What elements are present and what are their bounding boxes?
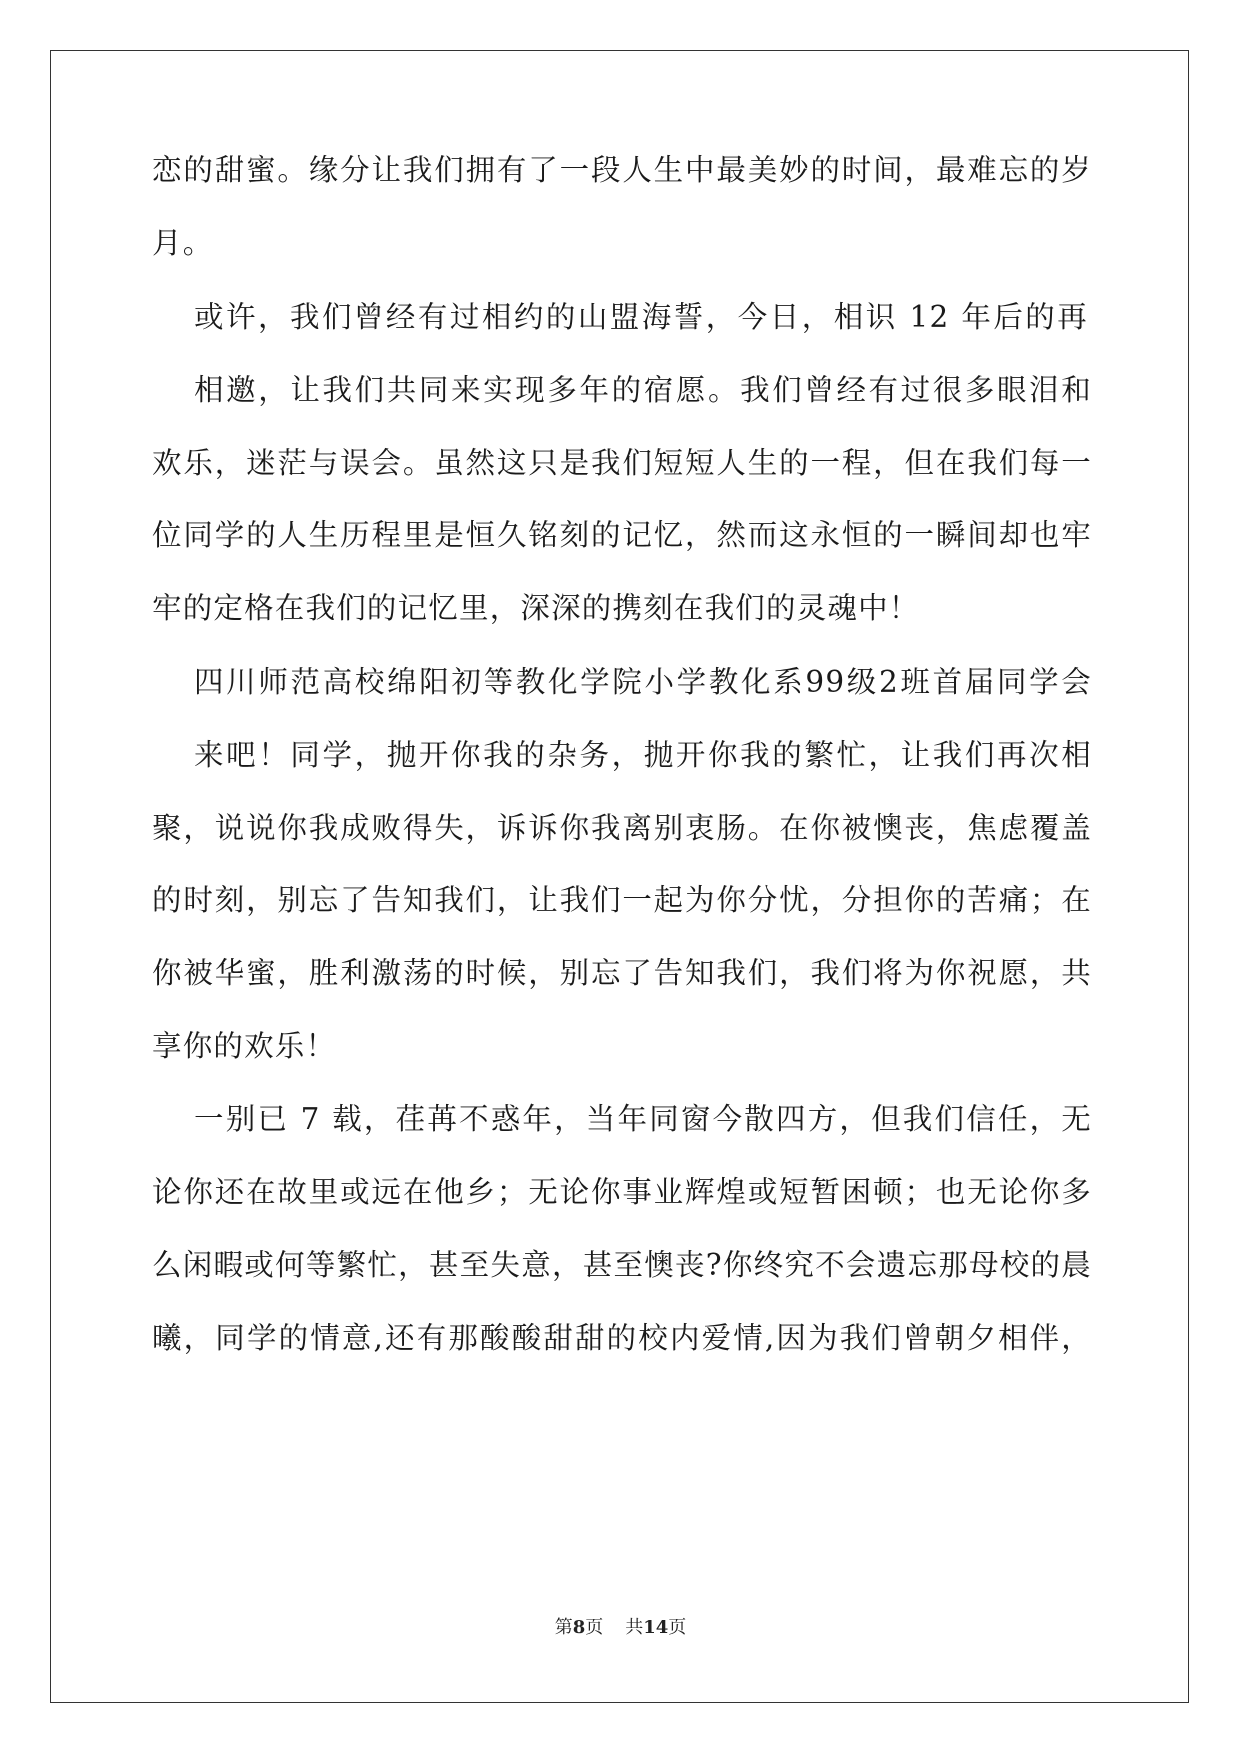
- total-prefix: 共: [625, 1617, 644, 1638]
- text-line: 来吧！同学，抛开你我的杂务，抛开你我的繁忙，让我们再次相: [194, 738, 1092, 772]
- text-line: 相邀，让我们共同来实现多年的宿愿。我们曾经有过很多眼泪和: [194, 373, 1092, 407]
- text-line: 四川师范高校绵阳初等教化学院小学教化系99级2班首届同学会: [194, 665, 1092, 699]
- text-line: 享你的欢乐！: [152, 1029, 337, 1063]
- page-prefix: 第: [554, 1617, 573, 1638]
- page-number: 8: [572, 1617, 586, 1638]
- text-line: 曦，同学的情意,还有那酸酸甜甜的校内爱情,因为我们曾朝夕相伴，: [152, 1321, 1092, 1355]
- text-line: 欢乐，迷茫与误会。虽然这只是我们短短人生的一程，但在我们每一: [152, 446, 1092, 480]
- text-line: 或许，我们曾经有过相约的山盟海誓，今日，相识 12 年后的再: [194, 300, 1088, 334]
- text-line: 牢的定格在我们的记忆里，深深的携刻在我们的灵魂中！: [152, 591, 920, 625]
- page-footer: [0, 1616, 1241, 1640]
- text-line: 论你还在故里或远在他乡；无论你事业辉煌或短暂困顿；也无论你多: [152, 1175, 1092, 1209]
- total-pages: 14: [643, 1617, 669, 1638]
- total-suffix: 页: [668, 1617, 687, 1638]
- text-line: 聚，说说你我成败得失，诉诉你我离别衷肠。在你被懊丧，焦虑覆盖: [152, 811, 1092, 845]
- text-line: 位同学的人生历程里是恒久铭刻的记忆，然而这永恒的一瞬间却也牢: [152, 518, 1092, 552]
- text-line: 恋的甜蜜。缘分让我们拥有了一段人生中最美妙的时间，最难忘的岁: [152, 153, 1092, 187]
- text-line: 一别已 7 载，荏苒不惑年，当年同窗今散四方，但我们信任，无: [194, 1102, 1092, 1136]
- text-line: 月。: [152, 226, 214, 260]
- text-line: 的时刻，别忘了告知我们，让我们一起为你分忧，分担你的苦痛；在: [152, 883, 1092, 917]
- page-suffix: 页: [585, 1617, 604, 1638]
- text-line: 么闲暇或何等繁忙，甚至失意，甚至懊丧?你终究不会遗忘那母校的晨: [152, 1248, 1092, 1282]
- text-line: 你被华蜜，胜利激荡的时候，别忘了告知我们，我们将为你祝愿，共: [152, 956, 1092, 990]
